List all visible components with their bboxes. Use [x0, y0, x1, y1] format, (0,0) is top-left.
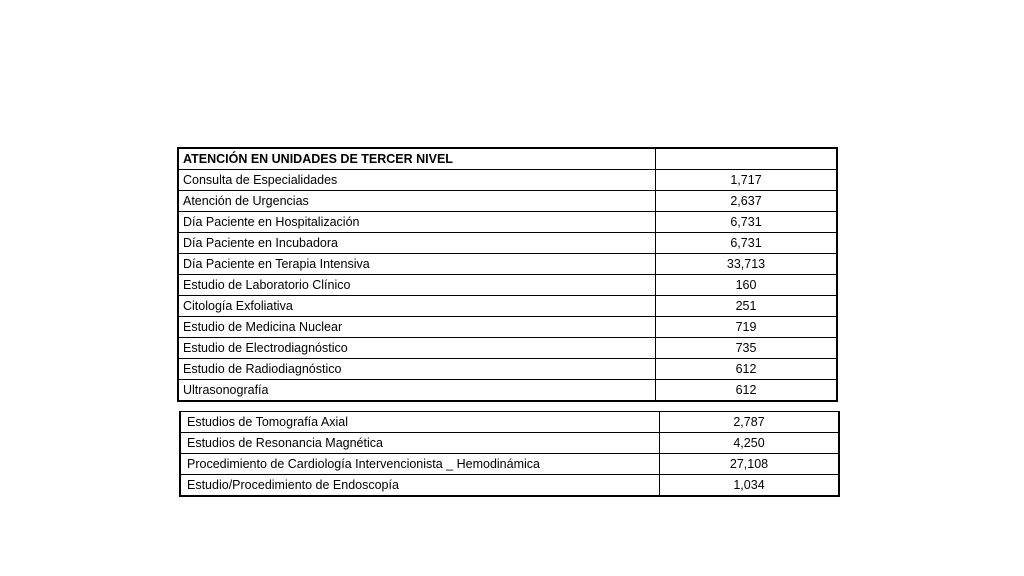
row-value: 612: [656, 359, 838, 380]
table-row: [178, 170, 837, 191]
row-value: 160: [656, 275, 838, 296]
services-table-bottom: [179, 411, 840, 497]
row-value: 251: [656, 296, 838, 317]
row-label: Estudio de Laboratorio Clínico: [178, 275, 656, 296]
row-label: Procedimiento de Cardiología Intervencionista _ Hemodinámica: [180, 454, 660, 475]
row-label: Estudios de Resonancia Magnética: [180, 433, 660, 454]
row-label: Estudio de Electrodiagnóstico: [178, 338, 656, 359]
table-title: ATENCIÓN EN UNIDADES DE TERCER NIVEL: [178, 148, 656, 170]
table-row: [178, 317, 837, 338]
table-row: [178, 254, 837, 275]
row-value: 735: [656, 338, 838, 359]
table-row: [178, 296, 837, 317]
row-value: 6,731: [656, 233, 838, 254]
row-value: 33,713: [656, 254, 838, 275]
row-label: Estudio/Procedimiento de Endoscopía: [180, 475, 660, 497]
table-row: [180, 433, 839, 454]
header-value-cell: [656, 148, 838, 170]
row-label: Citología Exfoliativa: [178, 296, 656, 317]
table-row: [178, 275, 837, 296]
table-row: [178, 233, 837, 254]
table-row: [178, 191, 837, 212]
row-label: Atención de Urgencias: [178, 191, 656, 212]
row-value: 1,717: [656, 170, 838, 191]
table-row: [180, 454, 839, 475]
row-label: Consulta de Especialidades: [178, 170, 656, 191]
row-label: Día Paciente en Terapia Intensiva: [178, 254, 656, 275]
row-label: Día Paciente en Incubadora: [178, 233, 656, 254]
row-value: 719: [656, 317, 838, 338]
row-label: Día Paciente en Hospitalización: [178, 212, 656, 233]
table-row: [178, 359, 837, 380]
row-label: Estudio de Radiodiagnóstico: [178, 359, 656, 380]
row-value: 6,731: [656, 212, 838, 233]
services-table-top: [177, 147, 838, 402]
row-value: 27,108: [660, 454, 840, 475]
table-row: [178, 380, 837, 402]
row-value: 2,787: [660, 412, 840, 433]
row-value: 2,637: [656, 191, 838, 212]
row-label: Estudio de Medicina Nuclear: [178, 317, 656, 338]
row-value: 612: [656, 380, 838, 402]
table-row: [178, 338, 837, 359]
row-label: Estudios de Tomografía Axial: [180, 412, 660, 433]
row-label: Ultrasonografía: [178, 380, 656, 402]
row-value: 4,250: [660, 433, 840, 454]
table-row: [180, 475, 839, 497]
table-row: [178, 212, 837, 233]
table-header-row: [178, 148, 837, 170]
table-row: [180, 412, 839, 433]
row-value: 1,034: [660, 475, 840, 497]
